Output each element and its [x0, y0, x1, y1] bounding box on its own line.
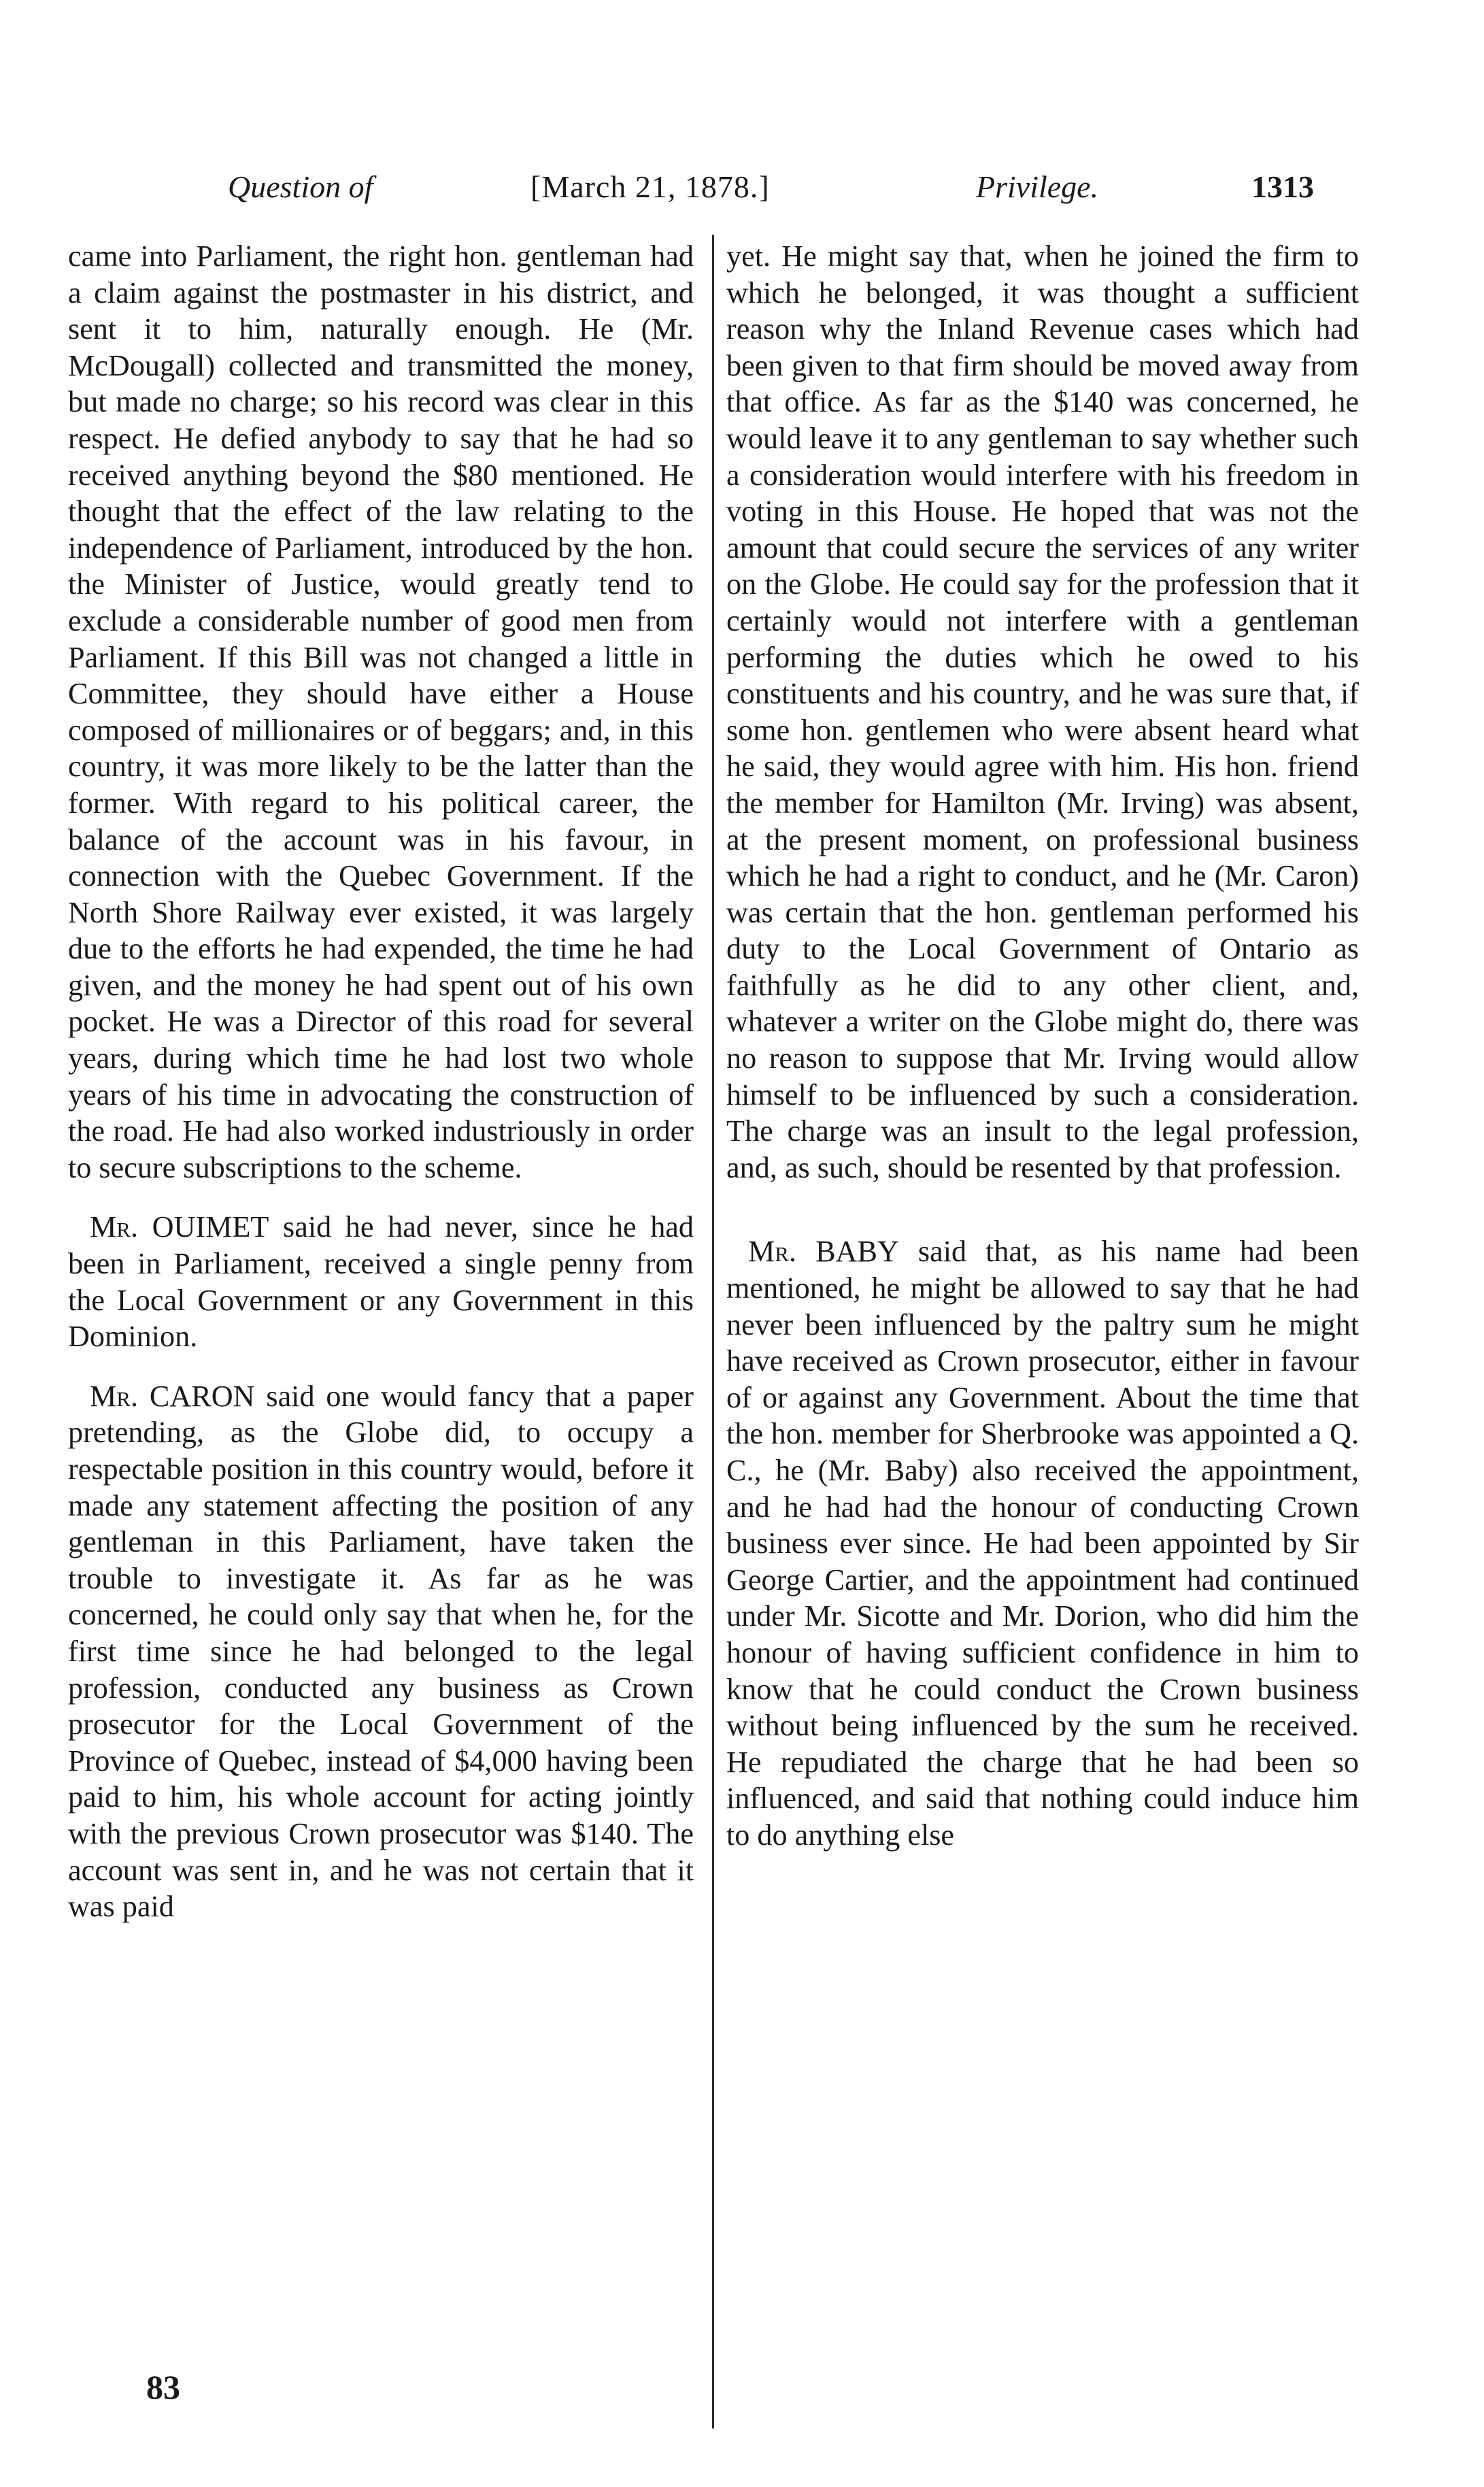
- header-left-title: Question of: [228, 169, 373, 204]
- speech-text: said one would fancy that a paper pretending, as the Globe did, to occupy a respectable position in this country would, before it made any statement affecting the position of any gentleman in this Parliament, have taken the trouble to investigate it. As far as he was concerned, he could only say that when he, for the first time since he had belonged to the legal profession, conducted any business as Crown prosecutor for the Local Government of the Province of Quebec, instead of $4,000 having been paid to him, his whole account for acting jointly with the previous Crown prosecutor was $140. The account was sent in, and he was not certain that it was paid: [68, 1379, 694, 1924]
- speech-text: said he had never, since he had been in Parliament, received a single penny from the Local Government or any Government in this Dominion.: [68, 1210, 694, 1354]
- caron-speech: [68, 1378, 694, 1925]
- mcdougall-speech-continued: came into Parliament, the right hon. gentleman had a claim against the postmaster in his district, and sent it to him, naturally enough. He (Mr. McDougall) collected and transmitted the money, but made no charge; so his record was clear in this respect. He defied anybody to say that he had so received anything beyond the $80 mentioned. He thought that the effect of the law relating to the independence of Parliament, introduced by the hon. the Minister of Justice, would greatly tend to exclude a considerable number of good men from Parliament. If this Bill was not changed a little in Committee, they should have either a House composed of millionaires or of beggars; and, in this country, it was more likely to be the latter than the former. With regard to his political career, the balance of the account was in his favour, in connection with the Quebec Government. If the North Shore Railway ever existed, it was largely due to the efforts he had expended, the time he had given, and the money he had spent out of his own pocket. He was a Director of this road for several years, during which time he had lost two whole years of his time in advocating the construction of the road. He had also worked industriously in order to secure subscriptions to the scheme.: [68, 239, 694, 1184]
- speaker-name: Mr. OUIMET: [90, 1210, 269, 1244]
- header-right-title: Privilege.: [976, 169, 1099, 204]
- caron-speech-continued: yet. He might say that, when he joined the firm to which he belonged, it was thought a sufficient reason why the Inland Revenue cases which had been given to that firm should be moved away from that office. As far as the $140 was concerned, he would leave it to any gentleman to say whether such a consideration would interfere with his freedom in voting in this House. He hoped that was not the amount that could secure the services of any writer on the Globe. He could say for the profession that it certainly would not interfere with a gentleman performing the duties which he owed to his constituents and his country, and he was sure that, if some hon. gentlemen who were absent heard what he said, they would agree with him. His hon. friend the member for Hamilton (Mr. Irving) was absent, at the present moment, on professional business which he had a right to conduct, and he (Mr. Caron) was certain that the hon. gentleman performed his duty to the Local Government of Ontario as faithfully as he did to any other client, and, whatever a writer on the Globe might do, there was no reason to suppose that Mr. Irving would allow himself to be influenced by such a consideration. The charge was an insult to the legal profession, and, as such, should be resented by that profession.: [726, 239, 1359, 1184]
- speaker-name: Mr. CARON: [90, 1379, 255, 1413]
- left-column: [68, 238, 694, 1925]
- header-date: [March 21, 1878.]: [530, 169, 770, 204]
- baby-speech: [726, 1233, 1359, 1853]
- ouimet-speech: [68, 1209, 694, 1354]
- speech-text: said that, as his name had been mentioned, he might be allowed to say that he had never been influenced by the paltry sum he might have received as Crown prosecutor, either in favour of or against any Government. About the time that the hon. member for Sherbrooke was appointed a Q. C., he (Mr. Baby) also received the appointment, and he had had the honour of conducting Crown business ever since. He had been appointed by Sir George Cartier, and the appointment had continued under Mr. Sicotte and Mr. Dorion, who did him the honour of having sufficient confidence in him to know that he could conduct the Crown business without being influenced by the sum he received. He repudiated the charge that he had been so influenced, and said that nothing could induce him to do anything else: [726, 1235, 1360, 1852]
- printer-signature-mark: 83: [146, 2368, 180, 2406]
- running-header: [0, 169, 1484, 223]
- right-column: [726, 238, 1359, 1854]
- page-number: 1313: [1251, 169, 1314, 204]
- column-divider: [712, 235, 714, 2428]
- speaker-name: Mr. BABY: [748, 1235, 899, 1269]
